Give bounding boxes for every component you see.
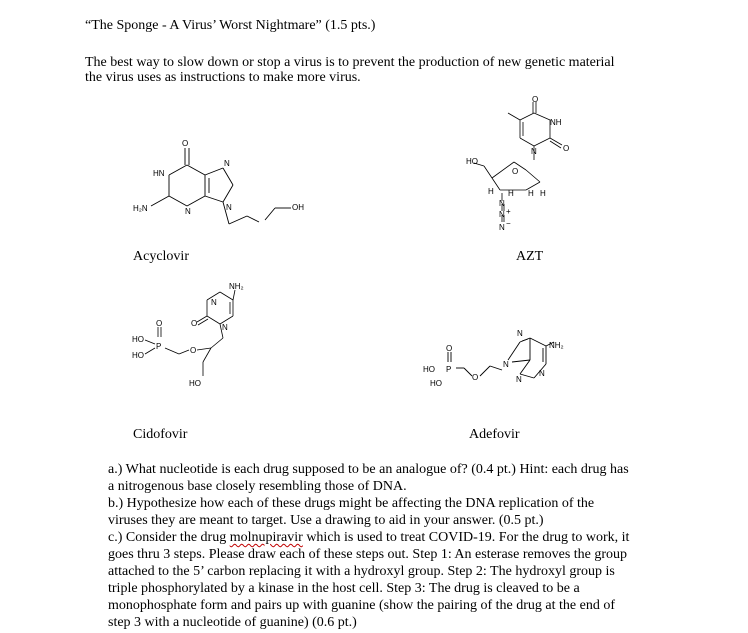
- question-c-line-1-post: which is used to treat COVID-19. For the drug to work, it: [302, 530, 630, 545]
- cidofovir-atom-p: P: [156, 342, 162, 351]
- adefovir-atom-o-ether: O: [472, 373, 479, 382]
- azt-atom-h3: H: [528, 189, 534, 198]
- intro-line-2: the virus uses as instructions to make more virus.: [85, 70, 361, 85]
- cidofovir-atom-ho3: HO: [189, 379, 201, 388]
- cidofovir-atom-nh2: NH₂: [229, 282, 244, 291]
- azt-atom-o2: O: [563, 144, 570, 153]
- azt-atom-h4: H: [540, 189, 546, 198]
- adefovir-atom-n3: N: [516, 375, 522, 384]
- azt-atom-h1: H: [488, 187, 494, 196]
- adefovir-atom-ho1: HO: [423, 365, 435, 374]
- question-c-line-6: step 3 with a nucleotide of guanine) (0.6 pt.): [108, 615, 357, 630]
- question-c-line-3: attached to the 5’ carbon replacing it with a hydroxyl group. Step 2: The hydroxyl group is: [108, 564, 615, 579]
- cidofovir-atom-n1: N: [222, 323, 228, 332]
- azt-structure: [462, 95, 582, 238]
- azt-label: AZT: [516, 249, 544, 264]
- azt-atom-h2: H: [508, 189, 514, 198]
- adefovir-label: Adefovir: [469, 427, 520, 442]
- azt-atom-nh: NH: [550, 118, 562, 127]
- cidofovir-atom-o-ether: O: [190, 346, 197, 355]
- acyclovir-structure: [125, 140, 315, 240]
- acyclovir-atom-n7: N: [224, 159, 230, 168]
- intro-line-1: The best way to slow down or stop a virus is to prevent the production of new genetic material: [85, 55, 615, 70]
- adefovir-atom-ho2: HO: [430, 379, 442, 388]
- acyclovir-atom-hn: HN: [153, 169, 165, 178]
- adefovir-atom-n1: N: [539, 369, 545, 378]
- azt-atom-n-b: N: [499, 210, 505, 219]
- question-c-line-1-pre: c.) Consider the drug: [108, 530, 230, 545]
- question-b-line-1: b.) Hypothesize how each of these drugs might be affecting the DNA replication of the: [108, 496, 595, 511]
- question-a-line-2: a nitrogenous base closely resembling those of DNA.: [108, 479, 407, 494]
- cidofovir-atom-n3: N: [211, 298, 217, 307]
- question-c-line-5: monophosphate form and pairs up with guanine (show the pairing of the drug at the end of: [108, 598, 615, 613]
- question-a-line-1: a.) What nucleotide is each drug supposed to be an analogue of? (0.4 pt.) Hint: each drug has: [108, 462, 629, 477]
- cidofovir-atom-o-phos: O: [156, 319, 163, 328]
- azt-atom-n-a: N: [499, 199, 505, 208]
- acyclovir-atom-o: O: [182, 139, 189, 148]
- acyclovir-atom-h2n: H₂N: [133, 204, 148, 213]
- question-list: [108, 461, 668, 631]
- molnupiravir-spellcheck-word: molnupiravir: [229, 530, 303, 545]
- acyclovir-label: Acyclovir: [133, 249, 189, 264]
- azt-charge-plus: +: [506, 207, 511, 216]
- cidofovir-structure: [125, 282, 255, 402]
- document-title: “The Sponge - A Virus’ Worst Nightmare” (1.5 pts.): [85, 18, 376, 33]
- azt-atom-n1: N: [531, 147, 537, 156]
- acyclovir-atom-oh: OH: [292, 203, 304, 212]
- azt-charge-minus: −: [506, 219, 511, 228]
- adefovir-structure: [420, 320, 580, 400]
- azt-atom-ring-o: O: [512, 167, 519, 176]
- cidofovir-label: Cidofovir: [133, 427, 188, 442]
- adefovir-atom-nh2: NH₂: [549, 341, 564, 350]
- azt-atom-n-c: N: [499, 223, 505, 232]
- adefovir-atom-p: P: [446, 365, 452, 374]
- question-c-line-1: [108, 529, 668, 546]
- cidofovir-atom-o-carbonyl: O: [191, 319, 198, 328]
- azt-atom-ho: HO: [466, 157, 478, 166]
- adefovir-atom-n9: N: [503, 360, 509, 369]
- acyclovir-atom-n3: N: [185, 207, 191, 216]
- question-c-line-2: goes thru 3 steps. Please draw each of these steps out. Step 1: An esterase removes the group: [108, 547, 628, 562]
- cidofovir-atom-ho2: HO: [132, 351, 144, 360]
- adefovir-atom-o-phos: O: [446, 344, 453, 353]
- azt-atom-o4: O: [532, 95, 539, 104]
- acyclovir-atom-n9: N: [226, 203, 232, 212]
- cidofovir-atom-ho1: HO: [132, 335, 144, 344]
- question-b-line-2: viruses they are meant to target. Use a drawing to aid in your answer. (0.5 pt.): [108, 513, 544, 528]
- adefovir-atom-n7: N: [517, 329, 523, 338]
- question-c-line-4: triple phosphorylated by a kinase in the host cell. Step 3: The drug is cleaved to be a: [108, 581, 580, 596]
